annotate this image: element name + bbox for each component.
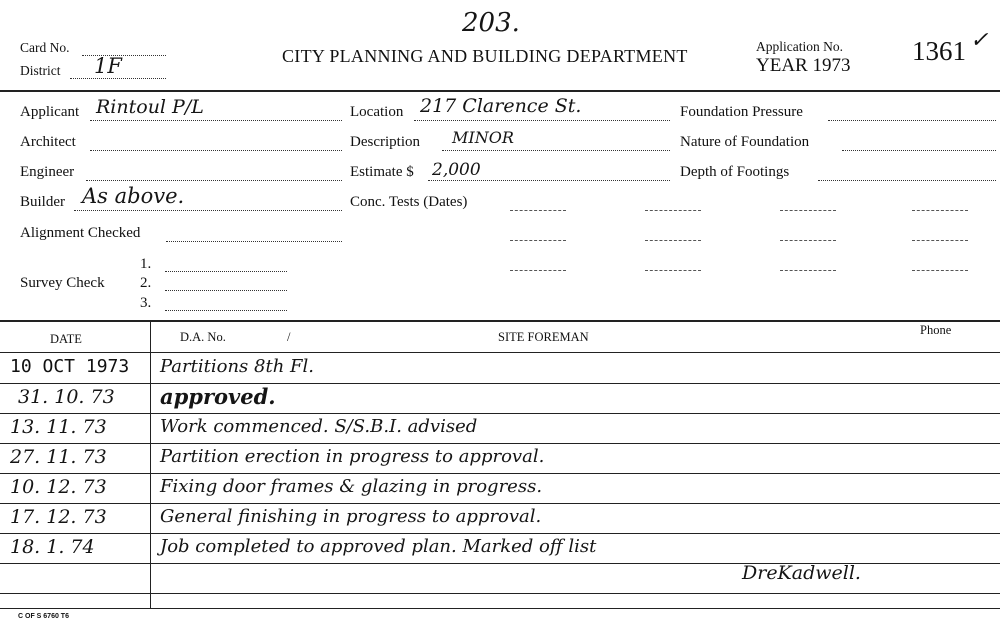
department-title: CITY PLANNING AND BUILDING DEPARTMENT [282,46,688,66]
log-entry: Partitions 8th Fl. [160,356,314,377]
conc-line-d2 [912,240,968,241]
estimate-line [428,180,670,181]
log-entry: Job completed to approved plan. Marked off list [160,536,597,557]
card-no-label: Card No. [20,40,70,55]
year-label: YEAR 1973 [756,55,851,76]
survey-line-2 [165,290,287,291]
survey-line-1 [165,271,287,272]
log-date: 10. 12. 73 [10,476,107,498]
log-entry: approved. [160,384,276,409]
site-foreman-header: SITE FOREMAN [498,330,589,344]
log-rule-1 [0,383,1000,384]
district-label: District [20,63,61,78]
description-value: MINOR [452,128,514,147]
builder-line [74,210,342,211]
engineer-line [86,180,342,181]
builder-label: Builder [20,194,65,210]
log-rule-6 [0,533,1000,534]
depth-footings-label: Depth of Footings [680,164,790,180]
location-value: 217 Clarence St. [420,95,582,117]
depth-footings-line [818,180,996,181]
log-date: 31. 10. 73 [18,386,115,408]
header-rule [0,90,1000,92]
description-line [442,150,670,151]
foundation-pressure-label: Foundation Pressure [680,104,803,120]
location-label: Location [350,104,404,120]
log-bottom-rule [0,608,1000,609]
conc-line-b1 [645,210,701,211]
applicant-line [90,120,342,121]
log-date: 13. 11. 73 [10,416,107,438]
form-code: C OF S 6760 T6 [18,613,69,620]
application-no-label: Application No. [756,39,843,54]
survey-line-3 [165,310,287,311]
date-column-divider [150,320,151,608]
district-value: 1F [94,54,122,78]
architect-line [90,150,342,151]
log-rule-0 [0,352,1000,353]
log-rule-5 [0,503,1000,504]
log-date: 18. 1. 74 [10,536,95,558]
foreman-signature: DreKadwell. [742,562,861,584]
conc-line-b2 [645,240,701,241]
alignment-line [166,241,342,242]
survey-num-2: 2. [140,275,152,291]
conc-line-d3 [912,270,968,271]
nature-foundation-label: Nature of Foundation [680,134,810,150]
architect-label: Architect [20,134,76,150]
page-mark: 203. [462,8,520,38]
conc-line-c1 [780,210,836,211]
log-rule-4 [0,473,1000,474]
conc-line-c3 [780,270,836,271]
conc-line-a1 [510,210,566,211]
survey-num-1: 1. [140,256,152,272]
conc-tests-label: Conc. Tests (Dates) [350,194,468,210]
estimate-label: Estimate $ [350,164,414,180]
log-entry: Work commenced. S/S.B.I. advised [160,416,478,437]
da-slash: / [287,330,291,344]
log-rule-8 [0,593,1000,594]
conc-line-a2 [510,240,566,241]
conc-line-b3 [645,270,701,271]
log-entry: Partition erection in progress to approval. [160,446,545,467]
log-rule-3 [0,443,1000,444]
log-rule-2 [0,413,1000,414]
nature-foundation-line [842,150,996,151]
location-line [414,120,670,121]
log-entry: Fixing door frames & glazing in progress. [160,476,543,497]
check-mark-icon: ✓ [970,28,989,53]
alignment-label: Alignment Checked [20,225,141,241]
estimate-value: 2,000 [432,160,481,180]
log-entry: General finishing in progress to approval. [160,506,542,527]
survey-check-label: Survey Check [20,275,105,291]
district-line [70,78,166,79]
description-label: Description [350,134,420,150]
log-date: 27. 11. 73 [10,446,107,468]
conc-line-a3 [510,270,566,271]
survey-num-3: 3. [140,295,152,311]
log-date: 10 OCT 1973 [10,356,130,377]
engineer-label: Engineer [20,164,75,180]
foundation-pressure-line [828,120,996,121]
da-no-header: D.A. No. [180,330,226,344]
conc-line-c2 [780,240,836,241]
date-header: DATE [50,332,82,346]
builder-value: As above. [82,184,185,208]
applicant-value: Rintoul P/L [96,96,204,118]
phone-header: Phone [920,323,952,337]
conc-line-d1 [912,210,968,211]
application-number: 1361 [912,36,966,66]
log-date: 17. 12. 73 [10,506,107,528]
applicant-label: Applicant [20,104,80,120]
